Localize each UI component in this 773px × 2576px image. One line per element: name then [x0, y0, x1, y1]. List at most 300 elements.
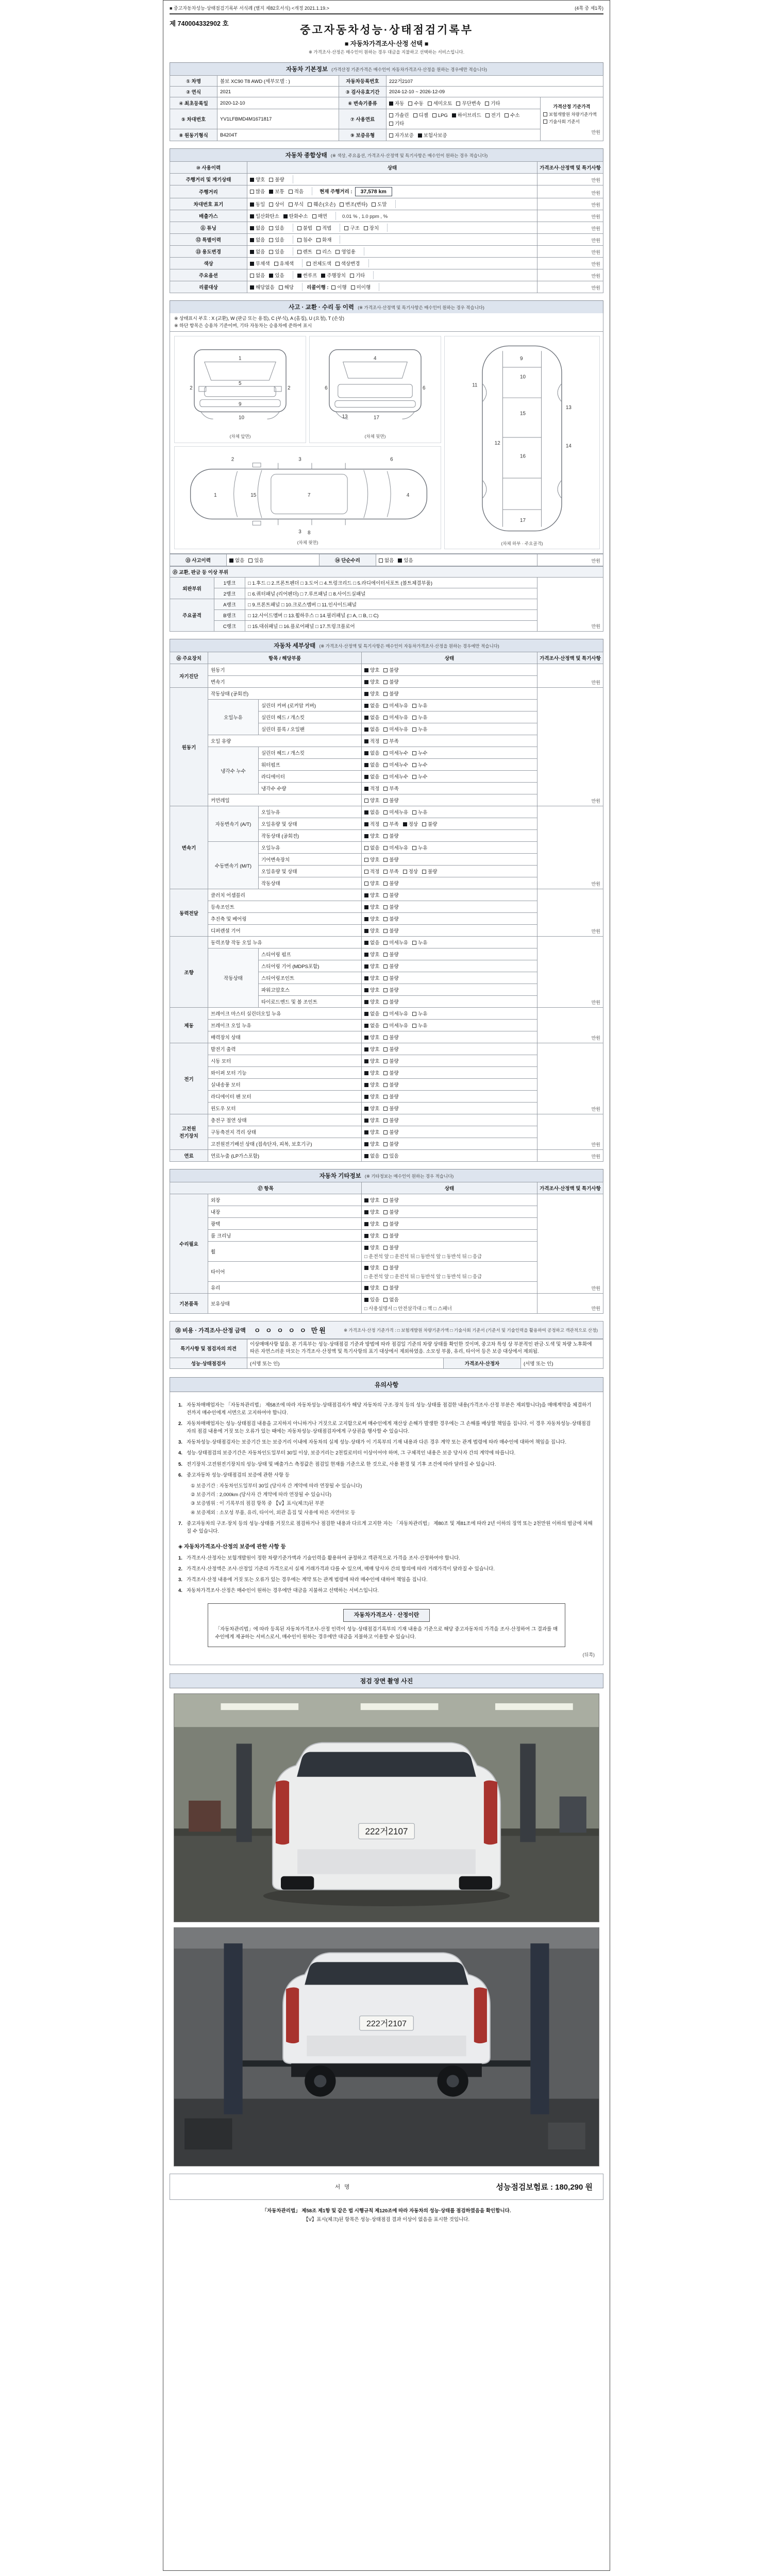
checkbox-icon[interactable]	[269, 274, 273, 278]
checkbox-icon[interactable]	[412, 763, 416, 767]
checkbox-option[interactable]	[364, 844, 379, 851]
checkbox-icon[interactable]	[383, 787, 388, 791]
checkbox-icon[interactable]	[335, 262, 340, 266]
checkbox-option[interactable]	[269, 200, 284, 208]
checkbox-icon[interactable]	[383, 893, 388, 897]
checkbox-option[interactable]	[364, 1045, 379, 1053]
checkbox-icon[interactable]	[364, 704, 368, 708]
checkbox-option[interactable]	[412, 1010, 427, 1017]
checkbox-option[interactable]	[383, 1033, 398, 1041]
checkbox-option[interactable]	[383, 761, 408, 768]
checkbox-icon[interactable]	[383, 964, 388, 969]
checkbox-icon[interactable]	[364, 1154, 368, 1158]
checkbox-icon[interactable]	[412, 716, 416, 720]
checkbox-icon[interactable]	[364, 799, 368, 803]
checkbox-option[interactable]	[389, 120, 404, 127]
checkbox-option[interactable]	[422, 820, 437, 827]
checkbox-option[interactable]	[364, 773, 379, 780]
checkbox-option[interactable]	[350, 272, 365, 279]
checkbox-icon[interactable]	[383, 1083, 388, 1087]
checkbox-icon[interactable]	[283, 214, 288, 218]
checkbox-icon[interactable]	[383, 953, 388, 957]
checkbox-icon[interactable]	[364, 929, 368, 933]
checkbox-option[interactable]	[297, 236, 312, 243]
checkbox-icon[interactable]	[389, 113, 393, 117]
checkbox-icon[interactable]	[316, 226, 321, 230]
checkbox-option[interactable]	[383, 808, 408, 816]
checkbox-option[interactable]	[364, 974, 379, 981]
checkbox-option[interactable]	[250, 224, 265, 231]
checkbox-icon[interactable]	[250, 238, 254, 242]
checkbox-icon[interactable]	[383, 775, 388, 779]
checkbox-icon[interactable]	[383, 1000, 388, 1004]
checkbox-option[interactable]	[344, 224, 359, 231]
checkbox-icon[interactable]	[432, 113, 436, 117]
checkbox-option[interactable]	[269, 272, 284, 279]
checkbox-option[interactable]	[250, 272, 265, 279]
checkbox-option[interactable]	[383, 678, 398, 685]
checkbox-option[interactable]	[485, 99, 500, 107]
checkbox-option[interactable]	[307, 260, 331, 267]
checkbox-icon[interactable]	[364, 810, 368, 815]
checkbox-option[interactable]	[383, 951, 398, 958]
checkbox-icon[interactable]	[383, 1130, 388, 1134]
checkbox-option[interactable]	[383, 915, 398, 922]
checkbox-option[interactable]	[316, 236, 331, 243]
checkbox-icon[interactable]	[364, 1266, 368, 1270]
checkbox-icon[interactable]	[418, 133, 422, 138]
checkbox-option[interactable]	[316, 248, 331, 255]
checkbox-option[interactable]	[543, 111, 600, 117]
checkbox-option[interactable]	[269, 176, 284, 183]
checkbox-option[interactable]	[289, 200, 304, 208]
checkbox-icon[interactable]	[383, 751, 388, 755]
checkbox-option[interactable]	[379, 556, 394, 564]
checkbox-icon[interactable]	[350, 274, 354, 278]
checkbox-icon[interactable]	[364, 1012, 368, 1016]
checkbox-option[interactable]	[383, 962, 398, 970]
checkbox-icon[interactable]	[485, 101, 489, 106]
checkbox-option[interactable]	[412, 773, 427, 780]
checkbox-option[interactable]	[383, 927, 398, 934]
checkbox-option[interactable]	[383, 1232, 398, 1239]
checkbox-icon[interactable]	[364, 988, 368, 992]
checkbox-icon[interactable]	[364, 1024, 368, 1028]
checkbox-icon[interactable]	[383, 1118, 388, 1123]
checkbox-option[interactable]	[269, 188, 284, 195]
checkbox-icon[interactable]	[250, 262, 254, 266]
checkbox-icon[interactable]	[269, 226, 273, 230]
checkbox-icon[interactable]	[364, 870, 368, 874]
checkbox-option[interactable]	[383, 986, 398, 993]
checkbox-icon[interactable]	[364, 668, 368, 672]
checkbox-icon[interactable]	[364, 1000, 368, 1004]
checkbox-option[interactable]	[505, 111, 519, 118]
checkbox-icon[interactable]	[383, 858, 388, 862]
checkbox-icon[interactable]	[279, 285, 283, 290]
checkbox-option[interactable]	[383, 998, 398, 1005]
checkbox-option[interactable]	[340, 200, 367, 208]
checkbox-icon[interactable]	[383, 1071, 388, 1075]
checkbox-option[interactable]	[250, 248, 265, 255]
checkbox-option[interactable]	[383, 1116, 398, 1124]
checkbox-icon[interactable]	[331, 285, 335, 290]
checkbox-icon[interactable]	[485, 113, 490, 117]
checkbox-option[interactable]	[250, 283, 275, 291]
checkbox-icon[interactable]	[383, 905, 388, 909]
checkbox-icon[interactable]	[383, 1246, 388, 1250]
checkbox-option[interactable]	[383, 1152, 398, 1159]
checkbox-icon[interactable]	[364, 1036, 368, 1040]
checkbox-icon[interactable]	[383, 799, 388, 803]
checkbox-option[interactable]	[250, 176, 265, 183]
checkbox-option[interactable]	[364, 832, 379, 839]
checkbox-icon[interactable]	[383, 988, 388, 992]
checkbox-option[interactable]	[412, 725, 427, 733]
checkbox-option[interactable]	[364, 1284, 379, 1291]
checkbox-option[interactable]	[383, 714, 408, 721]
checkbox-option[interactable]	[269, 224, 284, 231]
checkbox-icon[interactable]	[364, 787, 368, 791]
checkbox-option[interactable]	[364, 690, 379, 697]
checkbox-icon[interactable]	[344, 226, 348, 230]
checkbox-option[interactable]	[383, 1105, 398, 1112]
checkbox-option[interactable]	[383, 1022, 408, 1029]
checkbox-option[interactable]	[383, 1010, 408, 1017]
checkbox-icon[interactable]	[383, 1222, 388, 1226]
checkbox-option[interactable]	[383, 725, 408, 733]
checkbox-option[interactable]	[364, 1116, 379, 1124]
checkbox-icon[interactable]	[452, 113, 456, 117]
checkbox-icon[interactable]	[289, 190, 293, 194]
checkbox-icon[interactable]	[412, 810, 416, 815]
checkbox-icon[interactable]	[413, 113, 417, 117]
checkbox-icon[interactable]	[364, 858, 368, 862]
checkbox-icon[interactable]	[364, 1071, 368, 1075]
checkbox-option[interactable]	[331, 283, 346, 291]
checkbox-option[interactable]	[422, 868, 437, 875]
checkbox-icon[interactable]	[316, 238, 321, 242]
checkbox-icon[interactable]	[364, 917, 368, 921]
checkbox-icon[interactable]	[364, 941, 368, 945]
checkbox-icon[interactable]	[364, 1234, 368, 1238]
checkbox-option[interactable]	[364, 1140, 379, 1147]
checkbox-option[interactable]	[383, 1284, 398, 1291]
checkbox-icon[interactable]	[274, 262, 278, 266]
checkbox-icon[interactable]	[543, 120, 547, 124]
checkbox-icon[interactable]	[335, 250, 340, 254]
checkbox-option[interactable]	[250, 260, 270, 267]
checkbox-option[interactable]	[412, 761, 427, 768]
checkbox-icon[interactable]	[412, 846, 416, 850]
checkbox-icon[interactable]	[412, 775, 416, 779]
checkbox-option[interactable]	[383, 666, 398, 673]
checkbox-option[interactable]	[364, 666, 379, 673]
checkbox-icon[interactable]	[383, 668, 388, 672]
checkbox-icon[interactable]	[383, 1286, 388, 1290]
checkbox-option[interactable]	[383, 749, 408, 756]
checkbox-icon[interactable]	[383, 1154, 388, 1158]
checkbox-option[interactable]	[408, 99, 423, 107]
checkbox-icon[interactable]	[269, 202, 273, 207]
checkbox-option[interactable]	[364, 820, 379, 827]
checkbox-icon[interactable]	[364, 1107, 368, 1111]
checkbox-option[interactable]	[383, 891, 398, 899]
checkbox-icon[interactable]	[412, 1024, 416, 1028]
checkbox-option[interactable]	[485, 111, 500, 118]
checkbox-option[interactable]	[412, 844, 427, 851]
checkbox-icon[interactable]	[389, 133, 393, 138]
checkbox-option[interactable]	[364, 1105, 379, 1112]
checkbox-option[interactable]	[364, 903, 379, 910]
checkbox-option[interactable]	[364, 998, 379, 1005]
checkbox-icon[interactable]	[250, 178, 254, 182]
checkbox-option[interactable]	[250, 188, 265, 195]
checkbox-option[interactable]	[335, 260, 360, 267]
checkbox-icon[interactable]	[422, 822, 426, 826]
checkbox-option[interactable]	[364, 1022, 379, 1029]
checkbox-option[interactable]	[364, 714, 379, 721]
checkbox-icon[interactable]	[364, 763, 368, 767]
checkbox-icon[interactable]	[364, 882, 368, 886]
checkbox-option[interactable]	[383, 1208, 398, 1215]
checkbox-option[interactable]	[432, 113, 448, 118]
checkbox-option[interactable]	[383, 773, 408, 780]
checkbox-option[interactable]	[383, 1128, 398, 1136]
checkbox-icon[interactable]	[383, 1059, 388, 1063]
checkbox-option[interactable]	[383, 939, 408, 946]
checkbox-option[interactable]	[364, 725, 379, 733]
checkbox-icon[interactable]	[412, 941, 416, 945]
checkbox-icon[interactable]	[364, 1286, 368, 1290]
checkbox-icon[interactable]	[403, 870, 407, 874]
checkbox-icon[interactable]	[364, 692, 368, 696]
checkbox-option[interactable]	[364, 868, 379, 875]
checkbox-icon[interactable]	[372, 202, 376, 207]
checkbox-option[interactable]	[364, 1010, 379, 1017]
checkbox-icon[interactable]	[250, 214, 254, 218]
checkbox-icon[interactable]	[364, 716, 368, 720]
checkbox-icon[interactable]	[383, 1012, 388, 1016]
checkbox-option[interactable]	[364, 796, 379, 804]
checkbox-option[interactable]	[364, 1296, 379, 1303]
checkbox-option[interactable]	[389, 131, 414, 139]
checkbox-icon[interactable]	[364, 226, 368, 230]
checkbox-option[interactable]	[364, 678, 379, 685]
checkbox-option[interactable]	[250, 212, 279, 219]
checkbox-option[interactable]	[364, 1033, 379, 1041]
checkbox-icon[interactable]	[364, 1118, 368, 1123]
checkbox-option[interactable]	[383, 1244, 398, 1251]
checkbox-icon[interactable]	[364, 976, 368, 980]
checkbox-icon[interactable]	[297, 250, 301, 254]
checkbox-option[interactable]	[297, 248, 312, 255]
checkbox-option[interactable]	[412, 714, 427, 721]
checkbox-icon[interactable]	[307, 262, 311, 266]
checkbox-icon[interactable]	[364, 775, 368, 779]
checkbox-option[interactable]	[364, 1081, 379, 1088]
checkbox-option[interactable]	[418, 131, 447, 139]
checkbox-icon[interactable]	[428, 101, 432, 106]
checkbox-option[interactable]	[383, 702, 408, 709]
checkbox-icon[interactable]	[297, 274, 301, 278]
checkbox-option[interactable]	[351, 283, 371, 291]
checkbox-icon[interactable]	[383, 1047, 388, 1052]
checkbox-icon[interactable]	[456, 101, 460, 106]
checkbox-option[interactable]	[428, 99, 452, 107]
checkbox-icon[interactable]	[364, 1047, 368, 1052]
checkbox-icon[interactable]	[308, 202, 312, 207]
checkbox-icon[interactable]	[383, 1095, 388, 1099]
checkbox-option[interactable]	[364, 1232, 379, 1239]
checkbox-option[interactable]	[383, 868, 398, 875]
checkbox-icon[interactable]	[383, 716, 388, 720]
checkbox-icon[interactable]	[383, 680, 388, 684]
checkbox-option[interactable]	[383, 832, 398, 839]
checkbox-icon[interactable]	[248, 558, 253, 563]
checkbox-option[interactable]	[364, 1152, 379, 1159]
checkbox-icon[interactable]	[383, 882, 388, 886]
checkbox-option[interactable]	[274, 260, 294, 267]
checkbox-icon[interactable]	[412, 1012, 416, 1016]
checkbox-icon[interactable]	[383, 1198, 388, 1202]
checkbox-option[interactable]	[452, 111, 481, 118]
checkbox-icon[interactable]	[383, 1210, 388, 1214]
checkbox-option[interactable]	[364, 1220, 379, 1227]
checkbox-option[interactable]	[364, 879, 379, 887]
checkbox-option[interactable]	[383, 856, 398, 863]
checkbox-icon[interactable]	[412, 704, 416, 708]
checkbox-icon[interactable]	[364, 1095, 368, 1099]
checkbox-icon[interactable]	[383, 692, 388, 696]
checkbox-icon[interactable]	[364, 964, 368, 969]
checkbox-option[interactable]	[383, 1220, 398, 1227]
checkbox-option[interactable]	[364, 1244, 379, 1251]
checkbox-option[interactable]	[413, 111, 428, 118]
checkbox-icon[interactable]	[383, 917, 388, 921]
checkbox-icon[interactable]	[364, 751, 368, 755]
checkbox-option[interactable]	[383, 785, 398, 792]
checkbox-option[interactable]	[383, 879, 398, 887]
checkbox-option[interactable]	[364, 856, 379, 863]
checkbox-icon[interactable]	[351, 285, 355, 290]
checkbox-icon[interactable]	[340, 202, 344, 207]
checkbox-icon[interactable]	[403, 822, 407, 826]
checkbox-option[interactable]	[364, 939, 379, 946]
checkbox-option[interactable]	[364, 951, 379, 958]
checkbox-option[interactable]	[289, 188, 304, 195]
checkbox-option[interactable]	[383, 1264, 398, 1271]
checkbox-icon[interactable]	[408, 101, 412, 106]
checkbox-icon[interactable]	[321, 274, 325, 278]
checkbox-icon[interactable]	[383, 941, 388, 945]
checkbox-icon[interactable]	[364, 1142, 368, 1146]
checkbox-icon[interactable]	[250, 226, 254, 230]
checkbox-icon[interactable]	[364, 727, 368, 732]
checkbox-option[interactable]	[269, 248, 284, 255]
checkbox-option[interactable]	[364, 761, 379, 768]
checkbox-option[interactable]	[383, 796, 398, 804]
checkbox-icon[interactable]	[364, 1222, 368, 1226]
checkbox-icon[interactable]	[383, 1036, 388, 1040]
checkbox-icon[interactable]	[364, 1210, 368, 1214]
checkbox-option[interactable]	[383, 690, 398, 697]
checkbox-icon[interactable]	[383, 763, 388, 767]
checkbox-option[interactable]	[383, 844, 408, 851]
checkbox-icon[interactable]	[269, 250, 273, 254]
checkbox-option[interactable]	[364, 1264, 379, 1271]
checkbox-option[interactable]	[283, 212, 308, 219]
checkbox-icon[interactable]	[383, 727, 388, 732]
checkbox-option[interactable]	[372, 200, 386, 208]
checkbox-option[interactable]	[398, 556, 413, 564]
checkbox-icon[interactable]	[383, 1107, 388, 1111]
checkbox-icon[interactable]	[505, 113, 509, 117]
checkbox-icon[interactable]	[364, 905, 368, 909]
checkbox-icon[interactable]	[383, 1266, 388, 1270]
checkbox-icon[interactable]	[383, 822, 388, 826]
checkbox-icon[interactable]	[398, 558, 402, 563]
checkbox-icon[interactable]	[269, 178, 273, 182]
checkbox-option[interactable]	[364, 808, 379, 816]
checkbox-icon[interactable]	[383, 1298, 388, 1302]
checkbox-option[interactable]	[364, 702, 379, 709]
checkbox-option[interactable]	[383, 1045, 398, 1053]
checkbox-icon[interactable]	[250, 202, 254, 207]
checkbox-option[interactable]	[383, 1140, 398, 1147]
checkbox-icon[interactable]	[383, 1024, 388, 1028]
checkbox-option[interactable]	[412, 808, 427, 816]
checkbox-option[interactable]	[364, 1069, 379, 1076]
checkbox-icon[interactable]	[383, 870, 388, 874]
checkbox-option[interactable]	[364, 1057, 379, 1064]
checkbox-option[interactable]	[456, 99, 481, 107]
checkbox-icon[interactable]	[364, 1198, 368, 1202]
checkbox-option[interactable]	[364, 737, 379, 744]
checkbox-option[interactable]	[412, 749, 427, 756]
checkbox-icon[interactable]	[383, 739, 388, 743]
checkbox-option[interactable]	[297, 224, 312, 231]
checkbox-icon[interactable]	[389, 122, 393, 126]
checkbox-option[interactable]	[383, 1093, 398, 1100]
checkbox-icon[interactable]	[364, 1083, 368, 1087]
checkbox-icon[interactable]	[364, 822, 368, 826]
checkbox-icon[interactable]	[389, 101, 393, 106]
checkbox-icon[interactable]	[383, 810, 388, 815]
checkbox-icon[interactable]	[383, 929, 388, 933]
checkbox-option[interactable]	[308, 200, 335, 208]
checkbox-option[interactable]	[364, 915, 379, 922]
checkbox-option[interactable]	[412, 702, 427, 709]
checkbox-option[interactable]	[383, 1296, 398, 1303]
checkbox-option[interactable]	[364, 1093, 379, 1100]
checkbox-option[interactable]	[389, 99, 404, 107]
checkbox-option[interactable]	[312, 212, 327, 219]
checkbox-option[interactable]	[383, 820, 398, 827]
checkbox-option[interactable]	[269, 236, 284, 243]
checkbox-option[interactable]	[316, 224, 331, 231]
checkbox-option[interactable]	[403, 868, 418, 875]
checkbox-icon[interactable]	[250, 250, 254, 254]
checkbox-icon[interactable]	[422, 870, 426, 874]
checkbox-icon[interactable]	[269, 238, 273, 242]
checkbox-option[interactable]	[321, 272, 346, 279]
checkbox-option[interactable]	[364, 962, 379, 970]
checkbox-option[interactable]	[250, 200, 265, 208]
checkbox-icon[interactable]	[229, 558, 233, 563]
checkbox-icon[interactable]	[297, 238, 301, 242]
checkbox-icon[interactable]	[250, 285, 254, 290]
